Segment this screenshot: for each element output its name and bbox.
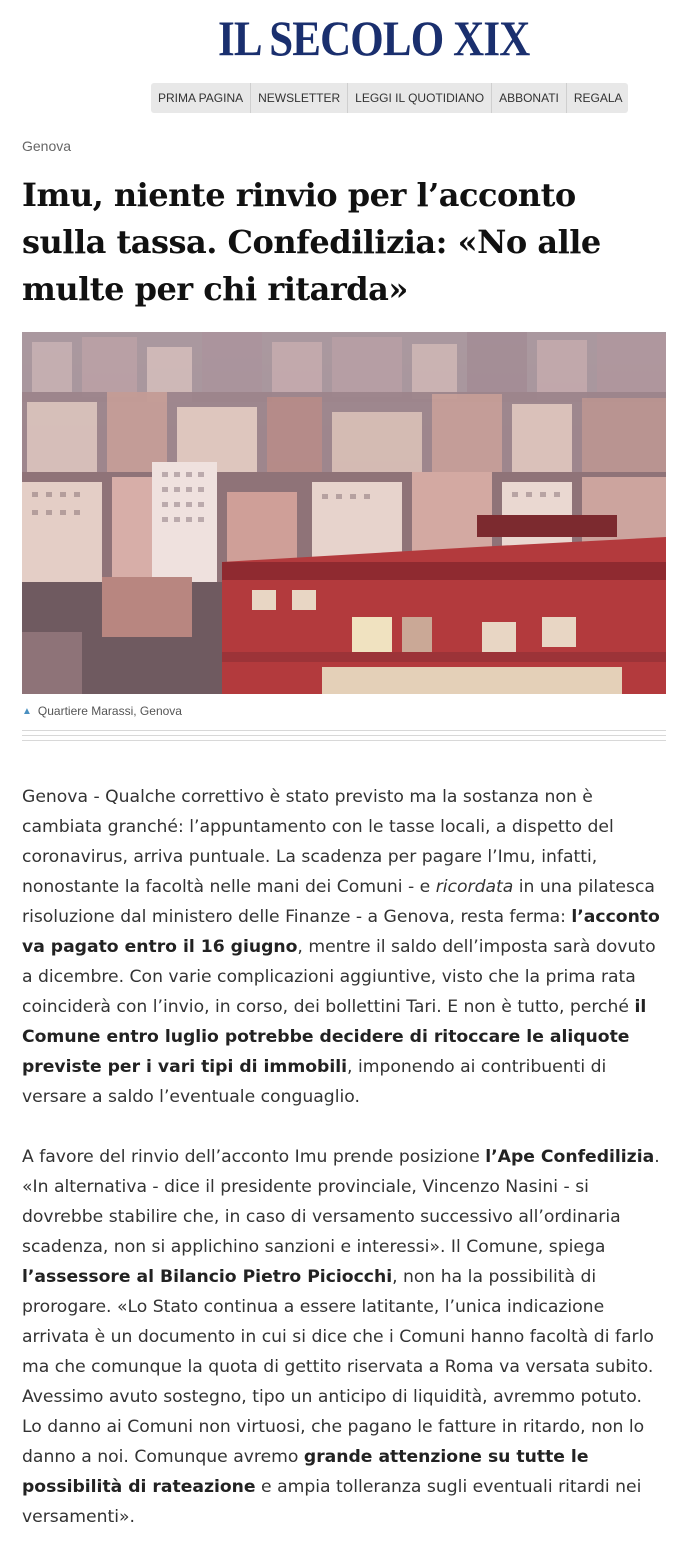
nav-abbonati[interactable]: ABBONATI bbox=[492, 83, 567, 113]
article-photo bbox=[22, 332, 666, 694]
caret-up-icon[interactable]: ▲ bbox=[22, 705, 32, 717]
article-paragraph: Genova - Qualche correttivo è stato previsto ma la sostanza non è cambiata granché: l’appuntamento con le tasse locali, a dispetto del coronavirus, arriva puntuale. La scadenza per pagare l’Imu, infatti, nonostante la facoltà nelle mani dei Comuni - e ricordata in una pilatesca risoluzione dal ministero delle Finanze - a Genova, resta ferma: l’acconto va pagato entro il 16 giugno, mentre il saldo dell’imposta sarà dovuto a dicembre. Con varie complicazioni aggiuntive, visto che la prima rata coinciderà con l’invio, in corso, dei bollettini Tari. E non è tutto, perché il Comune entro luglio potrebbe decidere di ritoccare le aliquote previste per i vari tipi di immobili, imponendo ai contribuenti di versare a saldo l’eventuale conguaglio. bbox=[22, 787, 660, 1107]
main-nav bbox=[151, 83, 628, 113]
image-caption-text: Quartiere Marassi, Genova bbox=[37, 704, 182, 718]
article-title: Imu, niente rinvio per l’acconto sulla tassa. Confedilizia: «No alle multe per chi ritarda» bbox=[22, 176, 601, 308]
nav-regala[interactable]: REGALA bbox=[573, 91, 623, 105]
site-logo[interactable]: IL SECOLO XIX bbox=[218, 10, 530, 66]
nav-newsletter[interactable]: NEWSLETTER bbox=[251, 83, 348, 113]
nav-leggi-il-quotidiano[interactable]: LEGGI IL QUOTIDIANO bbox=[348, 83, 492, 113]
article-body bbox=[22, 782, 666, 1562]
article-paragraph: A favore del rinvio dell’acconto Imu prende posizione l’Ape Confedilizia. «In alternativa - dice il presidente provinciale, Vincenzo Nasini - si dovrebbe stabilire che, in caso di versamento successivo all’ordinaria scadenza, non si applichino sanzioni e interessi». Il Comune, spiega l’assessore al Bilancio Pietro Piciocchi, non ha la possibilità di prorogare. «Lo Stato continua a essere latitante, l’unica indicazione arrivata è un documento in cui si dice che i Comuni hanno facoltà di farlo ma che comunque la quota di gettito riservata a Roma va versata subito. Avessimo avuto sostegno, tipo un anticipo di liquidità, avremmo potuto. Lo danno ai Comuni non virtuosi, che pagano le fatture in ritardo, non lo danno a noi. Comunque avremo grande attenzione su tutte le possibilità di rateazione e ampia tolleranza sugli eventuali ritardi nei versamenti». bbox=[22, 1147, 660, 1527]
divider bbox=[22, 730, 666, 731]
nav-prima-pagina[interactable]: PRIMA PAGINA bbox=[151, 83, 251, 113]
cityscape-image bbox=[22, 332, 666, 694]
divider bbox=[22, 735, 666, 736]
image-caption bbox=[22, 704, 182, 718]
section-label[interactable]: Genova bbox=[22, 138, 72, 154]
divider bbox=[22, 740, 666, 741]
